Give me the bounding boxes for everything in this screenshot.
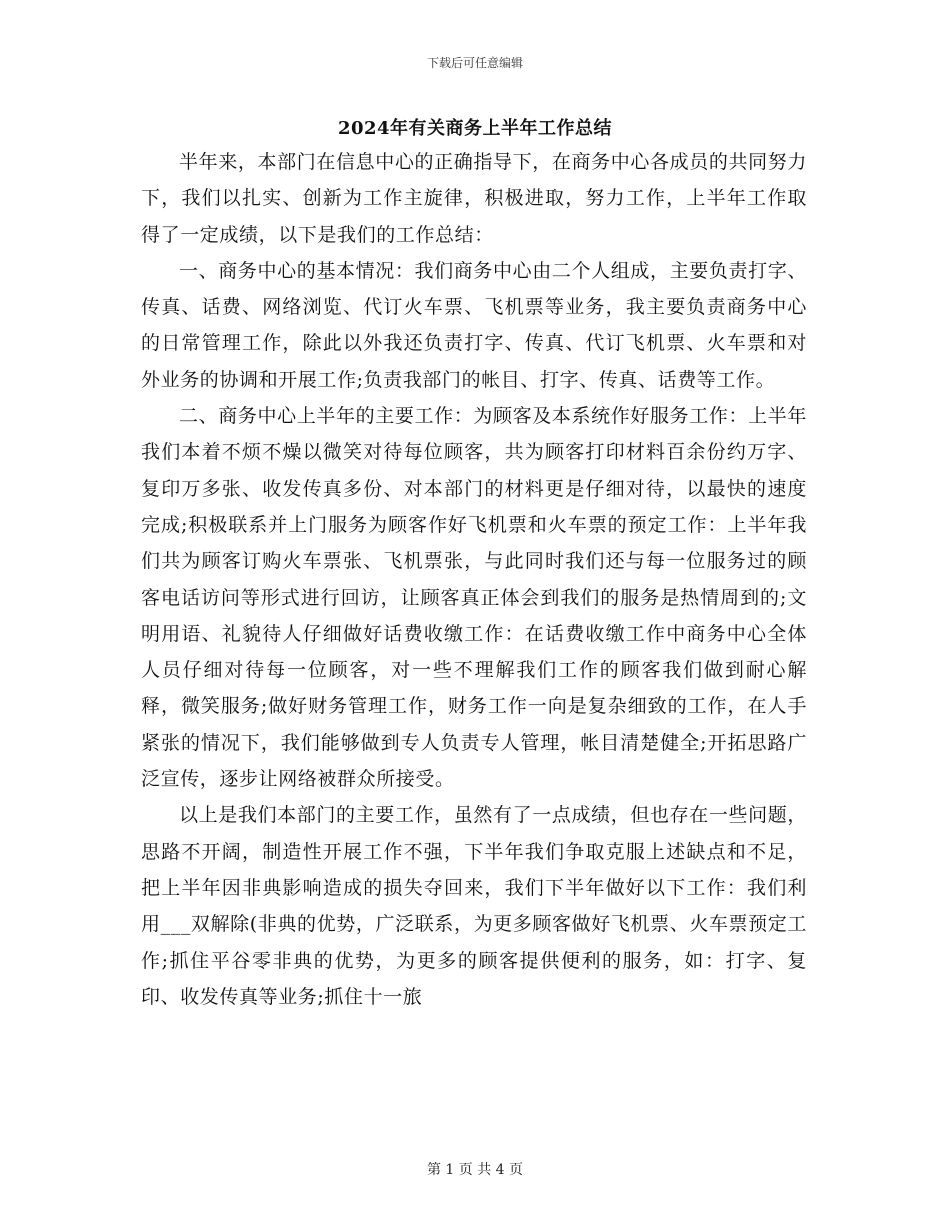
page-header-note: 下载后可任意编辑 — [426, 56, 523, 70]
paragraph-main-work: 二、商务中心上半年的主要工作：为顾客及本系统作好服务工作：上半年我们本着不烦不燥以微笑对待每位顾客，共为顾客打印材料百余份约万字、复印万多张、收发传真多份、对本部门的材料更是仔细对待，以最快的速度完成;积极联系并上门服务为顾客作好飞机票和火车票的预定工作：上半年我们共为顾客订购火车票张、飞机票张，与此同时我们还与每一位服务过的顾客电话访问等形式进行回访，让顾客真正体会到我们的服务是热情周到的;文明用语、礼貌待人仔细做好话费收缴工作：在话费收缴工作中商务中心全体人员仔细对待每一位顾客，对一些不理解我们工作的顾客我们做到耐心解释，微笑服务;做好财务管理工作，财务工作一向是复杂细致的工作，在人手紧张的情况下，我们能够做到专人负责专人管理，帐目清楚健全;开拓思路广泛宣传，逐步让网络被群众所接受。 — [141, 405, 807, 791]
paragraph-summary-plan: 以上是我们本部门的主要工作，虽然有了一点成绩，但也存在一些问题，思路不开阔，制造性开展工作不强，下半年我们争取克服上述缺点和不足，把上半年因非典影响造成的损失夺回来，我们下半年做好以下工作：我们利用___双解除(非典的优势，广泛联系，为更多顾客做好飞机票、火车票预定工作;抓住平谷零非典的优势，为更多的顾客提供便利的服务，如：打字、复印、收发传真等业务;抓住十一旅 — [141, 804, 807, 1008]
document-body — [141, 144, 807, 1015]
paragraph-basic-situation: 一、商务中心的基本情况：我们商务中心由二个人组成，主要负责打字、传真、话费、网络浏览、代订火车票、飞机票等业务，我主要负责商务中心的日常管理工作，除此以外我还负责打字、传真、代订飞机票、火车票和对外业务的协调和开展工作;负责我部门的帐目、打字、传真、话费等工作。 — [141, 259, 807, 391]
document-title: 2024年有关商务上半年工作总结 — [337, 118, 613, 139]
page-number: 第 1 页 共 4 页 — [426, 1162, 524, 1178]
paragraph-intro: 半年来，本部门在信息中心的正确指导下，在商务中心各成员的共同努力下，我们以扎实、创新为工作主旋律，积极进取，努力工作，上半年工作取得了一定成绩，以下是我们的工作总结： — [141, 151, 807, 246]
